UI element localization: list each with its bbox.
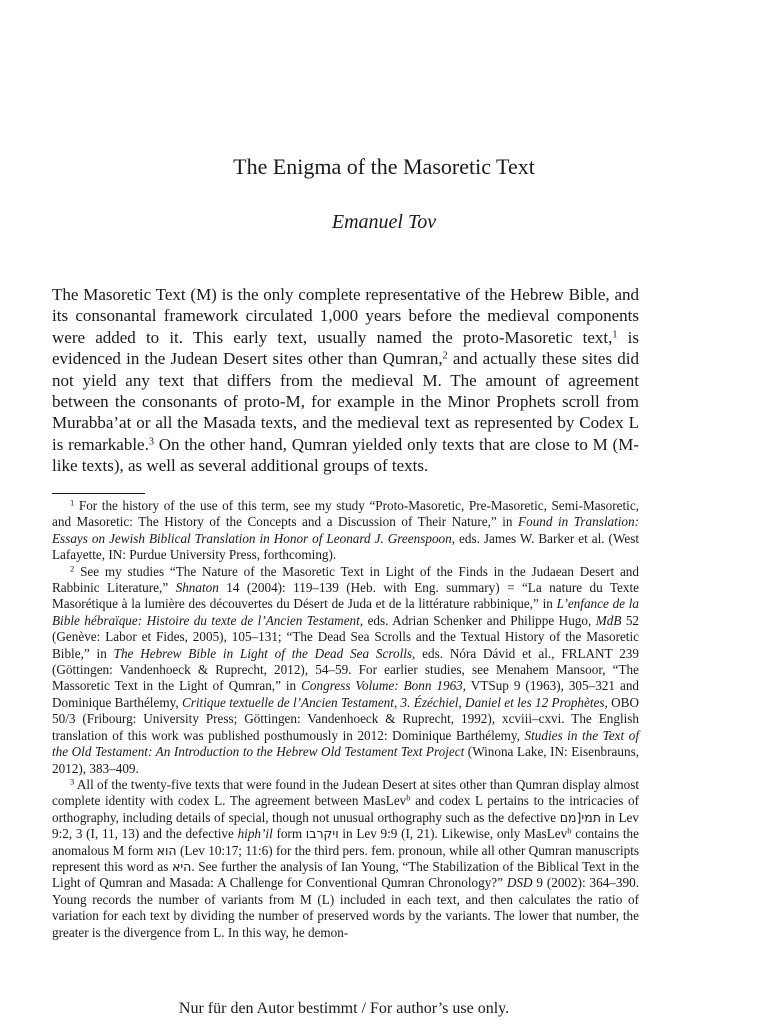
body-text: is evidenced in the Judean Desert sites other than Qumran, xyxy=(52,327,640,369)
footnote-text: , eds. Adrian Schenker and Philippe Hugo, xyxy=(359,612,596,628)
footnote-2 xyxy=(52,564,639,777)
footnote-text: , VTSup 9 (1963), 305–321 and Dominique Barthélemy, xyxy=(52,678,640,710)
footnote-term: hiph’il xyxy=(237,826,273,842)
superscript: b xyxy=(567,825,572,836)
footnote-text: contains the anomalous M form xyxy=(52,826,639,858)
footnote-3 xyxy=(52,777,639,941)
footnote-text: , eds. Nóra Dávid et al., FRLANT 239 (Göttingen: Vandenhoeck & Ruprecht, 2012), 54–59. For earlier studies, see Menahem Mansoor, “The Massoretic Text in the Light of Qumran,” in xyxy=(52,645,639,694)
footnote-ref-2[interactable]: 2 xyxy=(442,350,448,362)
author-name: Emanuel Tov xyxy=(331,211,437,233)
footnote-title: Shnaton xyxy=(175,580,219,596)
footnote-ref-1[interactable]: 1 xyxy=(612,329,618,341)
page-footer-notice: Nur für den Autor bestimmt / For author’s use only. xyxy=(178,1000,510,1017)
footnote-text: 52 (Genève: Labor et Fides, 2005), 105–131; “The Dead Sea Scrolls and the Textual History of the Masoretic Bible,” in xyxy=(52,612,640,661)
footnotes-section xyxy=(52,498,639,941)
hebrew-word: הוא xyxy=(156,842,177,858)
footnote-title: Found in Translation: Essays on Jewish Biblical Translation in Honor of Leonard J. Greenspoon xyxy=(52,514,639,546)
superscript: b xyxy=(406,792,411,803)
footnote-text: (Winona Lake, IN: Eisenbrauns, 2012), 383–409. xyxy=(52,744,640,776)
footnote-text: All of the twenty-five texts that were found in the Judean Desert at sites other than Qumran display almost complete identity with codex L. The agreement between MasLev xyxy=(52,776,639,809)
footnote-text: See my studies “The Nature of the Masoretic Text in Light of the Finds in the Judaean Desert and Rabbinic Literature,” xyxy=(52,563,639,596)
footnote-title: Studies in the Text of the Old Testament: An Introduction to the Hebrew Old Testament Text Project xyxy=(52,727,640,760)
footnote-title: Congress Volume: Bonn 1963 xyxy=(301,678,463,694)
footnote-title: The Hebrew Bible in Light of the Dead Sea Scrolls xyxy=(113,645,413,661)
footnote-text: form xyxy=(272,826,306,842)
body-paragraph xyxy=(52,284,639,477)
footnote-number: 2 xyxy=(70,562,75,573)
body-text: On the other hand, Qumran yielded only texts that are close to M (M-like texts), as well as several additional groups of texts. xyxy=(52,434,639,476)
hebrew-word: ויקרבו xyxy=(305,826,339,842)
footnote-ref-3[interactable]: 3 xyxy=(148,436,154,448)
footnote-text: in Lev 9:9 (I, 21). Likewise, only MasLev xyxy=(338,826,568,842)
footnote-text: 9 (2002): 364–390. Young records the number of variants from M (L) included in each text, and then calculates the ratio of variation for each text by dividing the number of preserved words by the variants. The lower that number, the greater is the divergence from L. In this way, he demon- xyxy=(52,875,639,940)
footnote-number: 1 xyxy=(70,497,75,508)
body-text: and actually these sites did not yield any text that differs from the medieval M. The amount of agreement between the consonants of proto-M, for example in the Minor Prophets scroll from Murabba’at or all the Masada texts, and the medieval text as represented by Codex L is remarkable. xyxy=(52,349,639,454)
body-text: The Masoretic Text (M) is the only complete representative of the Hebrew Bible, and its consonantal framework circulated 1,000 years before the medieval components were added to it. This early text, usually named the proto-Masoretic text, xyxy=(52,285,639,347)
footnote-text: (Lev 10:17; 11:6) for the third pers. fem. pronoun, while all other Qumran manuscripts represent this word as xyxy=(52,842,639,874)
footnote-text: in Lev 9:2, 3 (I, 11, 13) and the defective xyxy=(52,809,639,842)
footnote-text: , OBO 50/3 (Fribourg: University Press; Göttingen: Vandenhoeck & Ruprecht, 1992), xcviii–cxvi. The English translation of this work was published posthumously in 2012: Dominique Barthélemy, xyxy=(52,694,639,743)
footnote-title: DSD xyxy=(506,875,533,891)
footnote-title: Critique textuelle de l’Ancien Testament, 3. Ézéchiel, Daniel et les 12 Prophètes xyxy=(181,694,605,710)
footnote-title: L’enfance de la Bible hébraïque: Histoire du texte de l’Ancien Testament xyxy=(52,596,640,628)
footnote-text: 14 (2004): 119–139 (Heb. with Eng. summary) = “La nature du Texte Masorétique à la lumière des découvertes du Désert de Juda et de la littérature rabbinique,” in xyxy=(52,580,639,612)
footnote-title: MdB xyxy=(595,612,622,628)
footnote-text: , eds. James W. Barker et al. (West Lafayette, IN: Purdue University Press, forthcoming). xyxy=(52,530,639,563)
article-title: The Enigma of the Masoretic Text xyxy=(233,154,535,179)
hebrew-word: היא xyxy=(171,858,192,874)
footnote-text: and codex L pertains to the intricacies of orthography, including details of special, though not unusual orthography such as the defective xyxy=(52,793,639,825)
footnote-1 xyxy=(52,498,639,564)
footnote-text: For the history of the use of this term, see my study “Proto-Masoretic, Pre-Masoretic, Semi-Masoretic, and Masoretic: The History of the Concepts and a Discussion of Their Nature,” in xyxy=(52,498,639,530)
footnote-text: . See further the analysis of Ian Young, “The Stabilization of the Biblical Text in the Light of Qumran and Masada: A Challenge for Conventional Qumran Chronology?” xyxy=(52,858,640,891)
footnote-divider xyxy=(52,493,145,494)
hebrew-word: תמי[מם xyxy=(559,809,601,825)
footnote-number: 3 xyxy=(70,776,75,787)
